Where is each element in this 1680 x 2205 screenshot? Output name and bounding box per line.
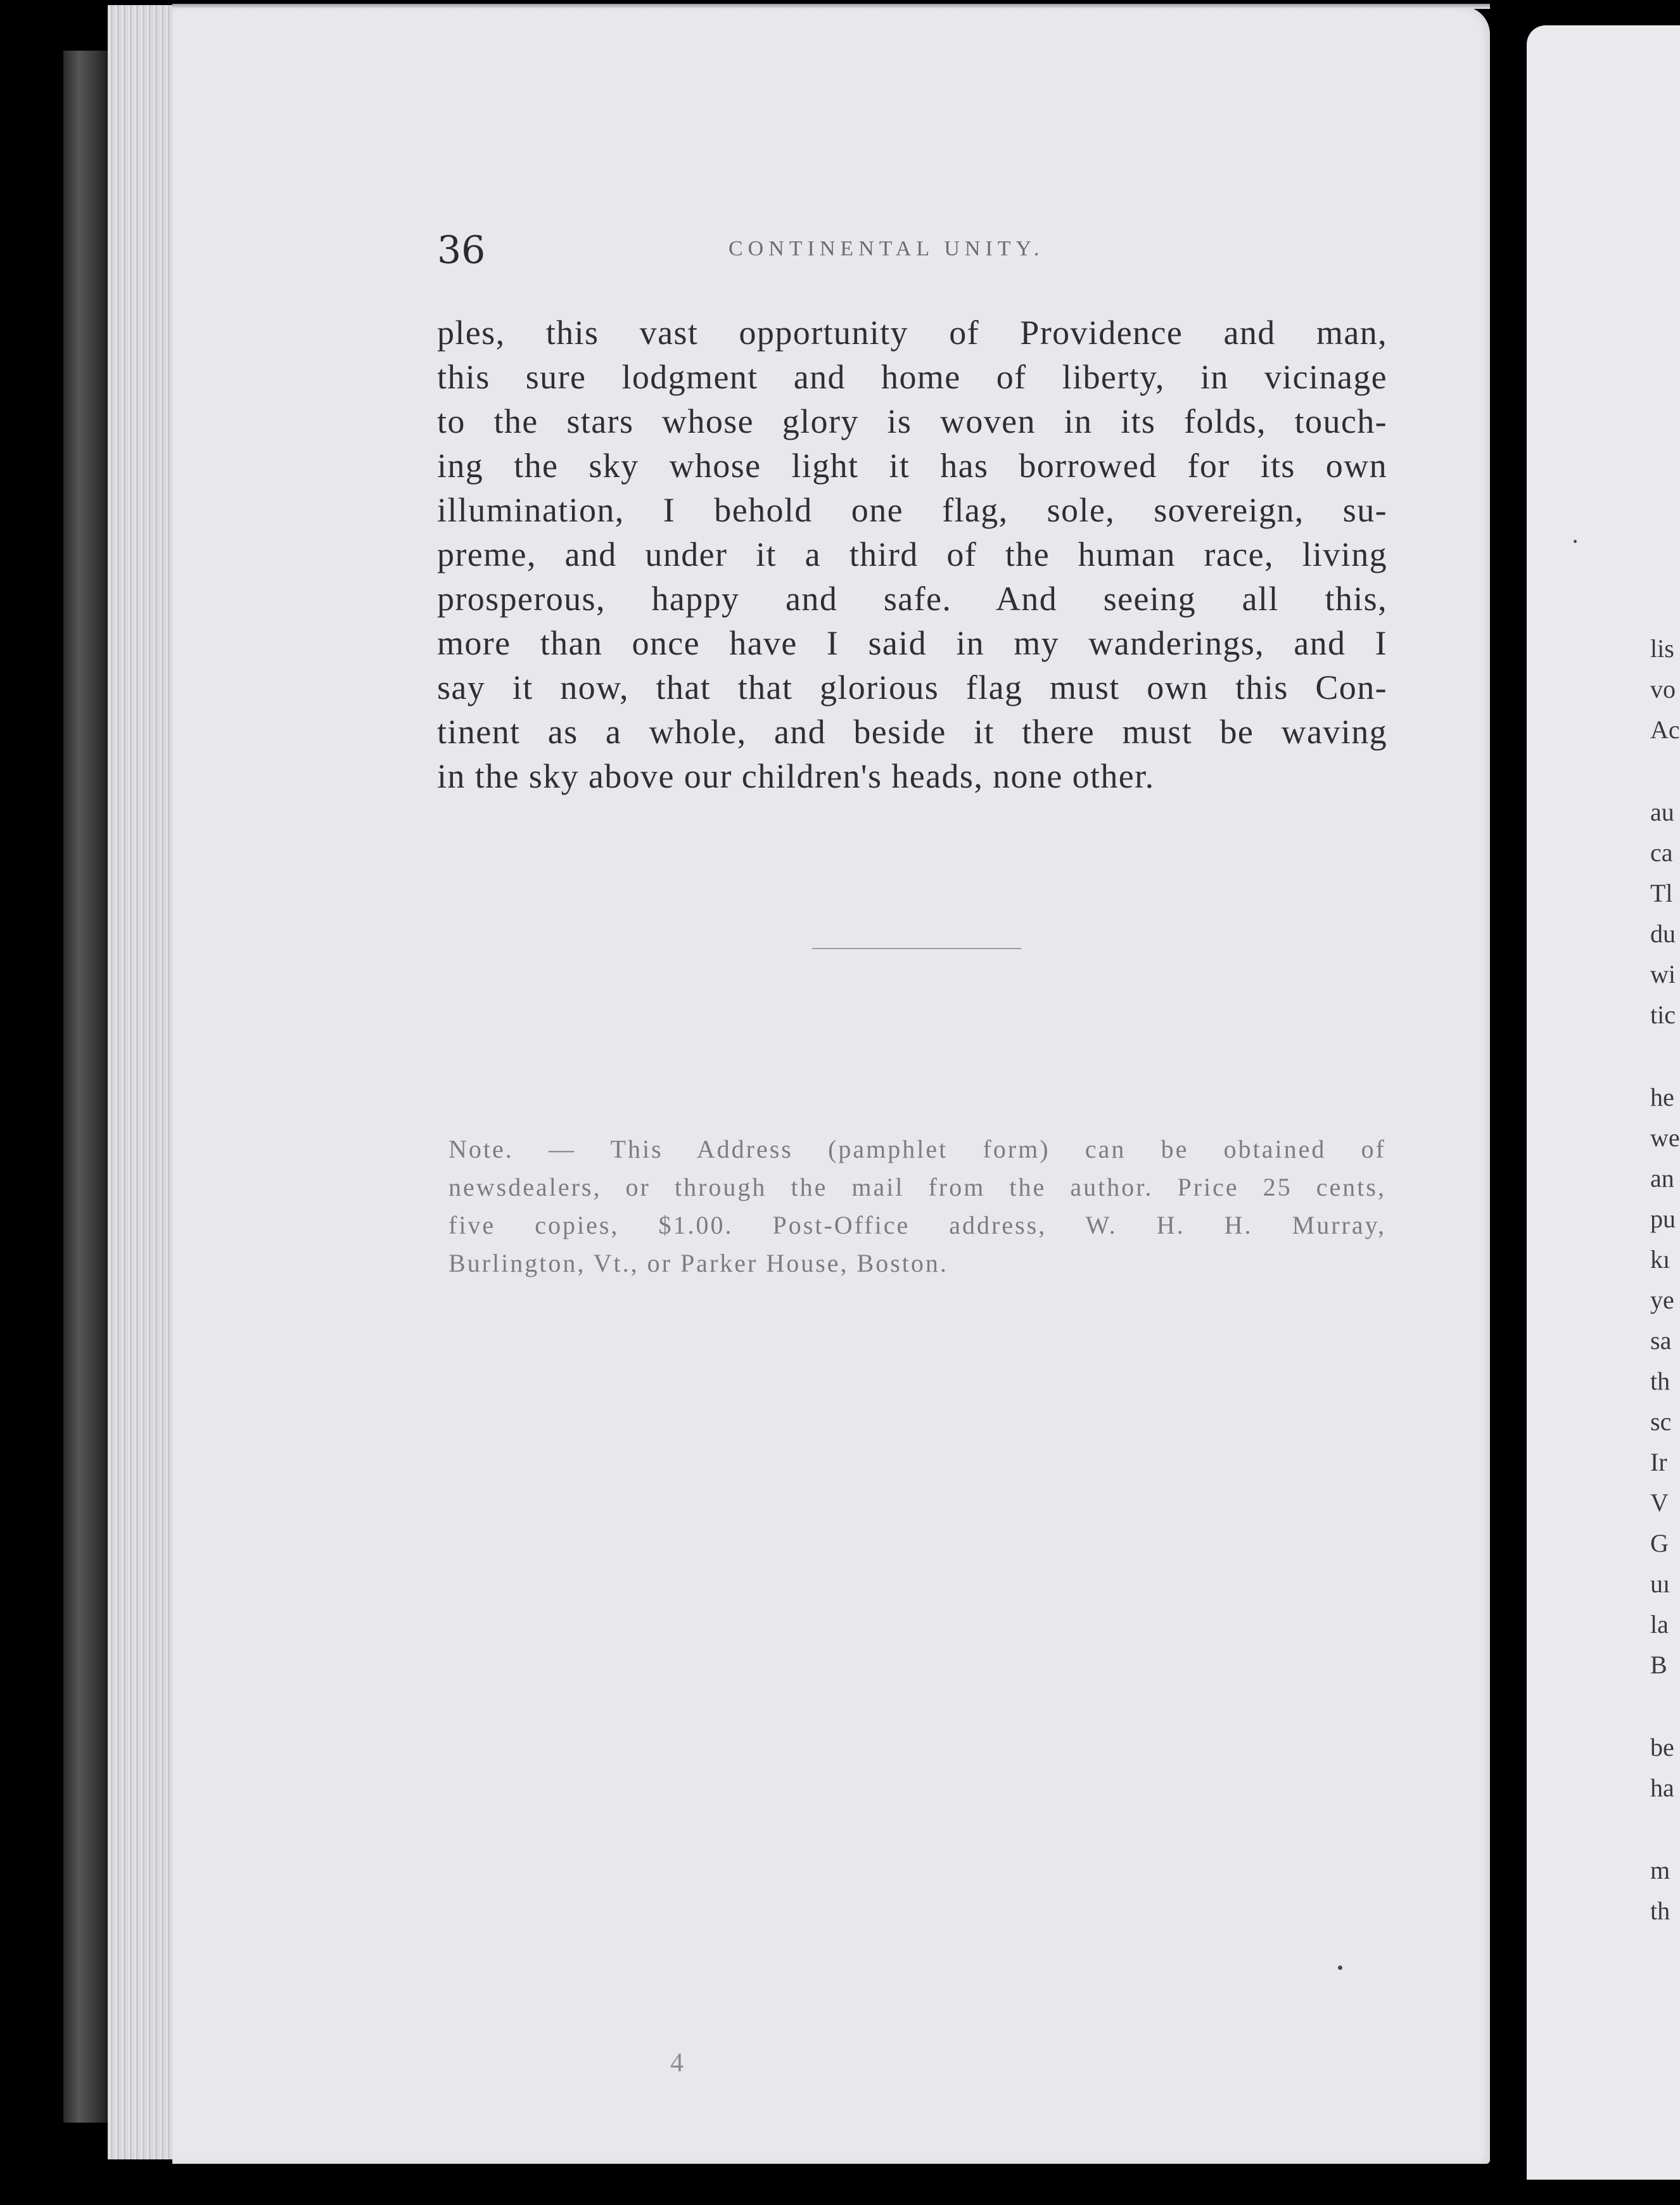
- next-page-fragment: sa: [1650, 1326, 1672, 1355]
- next-page-fragment: au: [1650, 798, 1674, 826]
- next-page-fragment: kı: [1650, 1245, 1670, 1274]
- body-line: to the stars whose glory is woven in its folds, touch-: [437, 402, 1387, 440]
- note-line: five copies, $1.00. Post-Office address, W. H. H. Murray,: [449, 1211, 1386, 1239]
- next-page-fragment: be: [1650, 1733, 1674, 1761]
- next-page-fragment: ha: [1650, 1774, 1674, 1802]
- body-paragraph: [437, 310, 1387, 798]
- next-page-fragment: an: [1650, 1164, 1674, 1192]
- body-line: more than once have I said in my wanderings, and I: [437, 624, 1387, 662]
- next-page-fragment: du: [1650, 919, 1676, 948]
- running-head: CONTINENTAL UNITY.: [729, 237, 1045, 260]
- section-divider: [812, 948, 1021, 949]
- paper-speck: [1338, 1965, 1342, 1970]
- body-line: say it now, that that glorious flag must own this Con-: [437, 668, 1387, 706]
- page-top-shadow: [172, 4, 1490, 9]
- next-page-fragment: V: [1650, 1488, 1669, 1517]
- next-page-fragment: pu: [1650, 1205, 1676, 1233]
- next-page-fragment: vo: [1650, 675, 1676, 703]
- note-line: Note. — This Address (pamphlet form) can be obtained of: [449, 1135, 1386, 1163]
- next-page-fragment: lis: [1650, 634, 1674, 663]
- body-line: in the sky above our children's heads, none other.: [437, 757, 1155, 795]
- next-page-fragment: Ac: [1650, 715, 1680, 744]
- next-page-fragment: ca: [1650, 838, 1673, 867]
- next-page-fragment: G: [1650, 1529, 1669, 1557]
- next-page-fragment: tic: [1650, 1000, 1676, 1029]
- signature-mark: 4: [670, 2048, 684, 2078]
- next-page-fragment: wi: [1650, 960, 1676, 988]
- body-line: illumination, I behold one flag, sole, sovereign, su-: [437, 491, 1387, 529]
- page-number: 36: [437, 228, 486, 272]
- paper-speck: [1574, 540, 1577, 543]
- next-page-fragment: th: [1650, 1367, 1670, 1395]
- next-page-fragment: uı: [1650, 1569, 1670, 1598]
- next-page-fragment: Ir: [1650, 1448, 1667, 1476]
- next-page-fragment: sc: [1650, 1407, 1672, 1436]
- body-line: this sure lodgment and home of liberty, in vicinage: [437, 358, 1387, 396]
- book-gutter: [1490, 0, 1527, 2205]
- next-page-fragment: he: [1650, 1083, 1674, 1111]
- next-page-fragment: B: [1650, 1651, 1667, 1679]
- body-line: ing the sky whose light it has borrowed for its own: [437, 447, 1387, 485]
- body-line: ples, this vast opportunity of Providence and man,: [437, 314, 1387, 352]
- next-page-fragment: th: [1650, 1896, 1670, 1925]
- next-page-fragment: la: [1650, 1610, 1669, 1639]
- page-header: [437, 228, 1349, 285]
- publisher-note: [449, 1130, 1386, 1282]
- body-line: tinent as a whole, and beside it there must be waving: [437, 713, 1387, 751]
- body-line: prosperous, happy and safe. And seeing all this,: [437, 580, 1387, 618]
- next-page-fragment: we: [1650, 1123, 1680, 1152]
- book-binding-edge: [63, 51, 108, 2123]
- next-page-fragment: Tl: [1650, 879, 1673, 907]
- body-line: preme, and under it a third of the human race, living: [437, 535, 1387, 573]
- note-line: Burlington, Vt., or Parker House, Boston.: [449, 1249, 948, 1277]
- note-line: newsdealers, or through the mail from the author. Price 25 cents,: [449, 1173, 1386, 1201]
- next-page-fragment: m: [1650, 1856, 1670, 1884]
- next-page-fragment: ye: [1650, 1286, 1674, 1314]
